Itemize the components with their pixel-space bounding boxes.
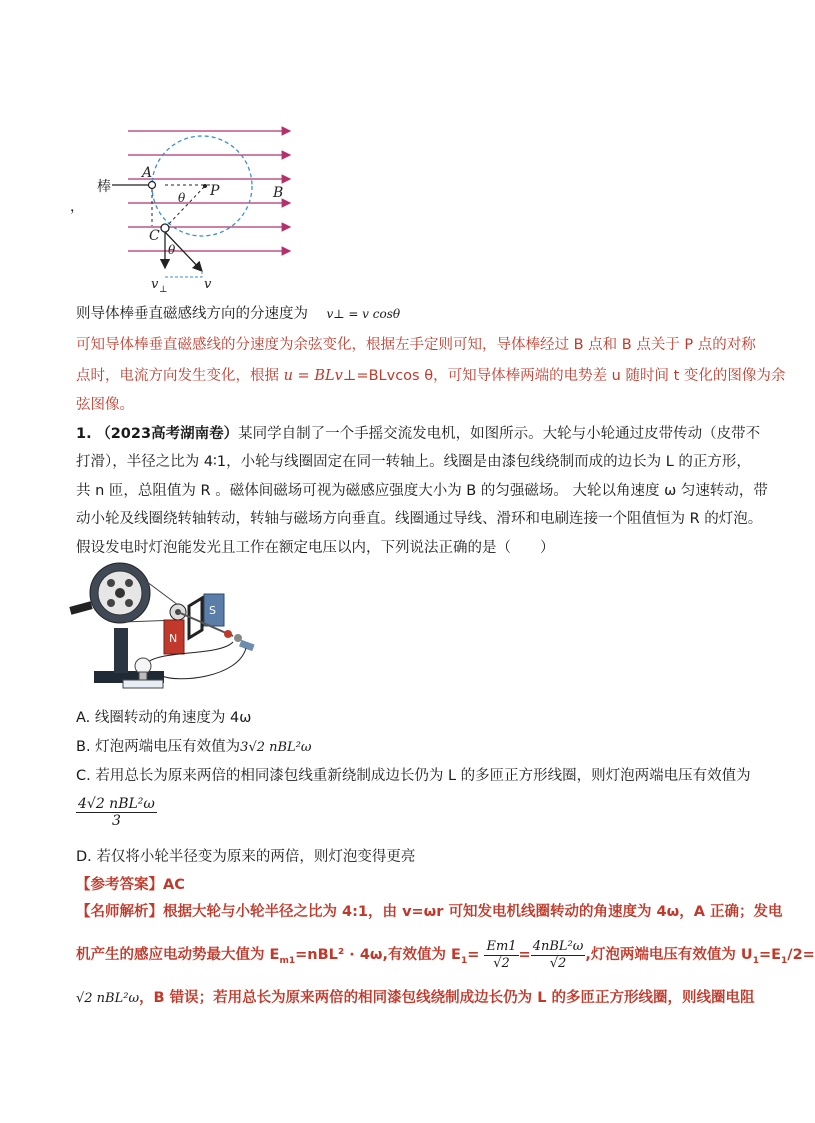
analysis-line2: 机产生的感应电动势最大值为 $E_{m1}=nBL^2 \cdot 4\omega$,有效值为 $E_1=$ $\frac{Em1}{√2}$ = $\frac{\text{4nBL²ω}}{√2}$ ,灯泡两端电压有效值为 $U_1=E_1/2=$ — [76, 938, 815, 971]
label-P: P — [210, 183, 220, 199]
option-B: B. 灯泡两端电压有效值为3√2 nBL²ω — [76, 739, 312, 755]
crank-handle — [69, 601, 92, 614]
para1-line3: 点时，电流方向发生变化，根据 u = BLv⊥=BLvcos θ，可知导体棒两端的电势差 u 随时间 t 变化的图像为余 — [76, 368, 786, 384]
magnet-N — [164, 620, 184, 654]
answer-line: 【参考答案】AC — [76, 877, 185, 893]
para1-line2: 可知导体棒垂直磁感线的分速度为余弦变化，根据左手定则可知，导体棒经过 B 点和 B 点关于 P 点的对称 — [76, 337, 756, 353]
label-theta-1: θ — [178, 191, 186, 205]
analysis-line3: √2 nBL²ω，B 错误；若用总长为原来两倍的相同漆包线绕制成边长仍为 L 的多匝正方形线圈，则线圈电阻 — [76, 990, 755, 1006]
svg-text:N: N — [169, 632, 178, 645]
svg-text:S: S — [209, 604, 216, 617]
label-v: v — [204, 277, 212, 292]
para1-line4: 弦图像。 — [76, 397, 134, 413]
label-v-perp: v — [151, 277, 159, 292]
label-A: A — [142, 165, 153, 181]
label-theta-2: θ — [168, 243, 176, 257]
option-C: C. 若用总长为原来两倍的相同漆包线重新绕制成边长仍为 L 的多匝正方形线圈，则灯泡两端电压有效值为 — [76, 768, 751, 784]
label-C: C — [149, 228, 160, 244]
figure-comma: ， — [70, 199, 84, 215]
generator-diagram — [68, 558, 268, 698]
analysis-line1: 【名师解析】根据大轮与小轮半径之比为 4:1，由 v=ωr 可知发电机线圈转动的角速度为 4ω，A 正确；发电 — [76, 904, 783, 920]
label-B: B — [273, 185, 284, 201]
rod-field-diagram — [60, 118, 310, 298]
question-line5: 假设发电时灯泡能发光且工作在额定电压以内，下列说法正确的是（ ） — [76, 540, 555, 556]
option-C-fraction: $\frac{\text{4√2 nBL²ω}}{3}$ — [78, 796, 155, 829]
question-line1: 1. （2023高考湖南卷）某同学自制了一个手摇交流发电机，如图所示。大轮与小轮通过皮带传动（皮带不 — [76, 426, 761, 442]
label-v-perp-sub: ⊥ — [159, 285, 168, 295]
option-D: D. 若仅将小轮半径变为原来的两倍，则灯泡变得更亮 — [76, 849, 416, 865]
option-A: A. 线圈转动的角速度为 4ω — [76, 710, 252, 726]
label-bang: 棒 — [97, 179, 111, 195]
para1-line1: 则导体棒垂直磁感线方向的分速度为 v⊥ = v cosθ — [76, 306, 401, 322]
bulb-base — [123, 680, 163, 688]
question-line4: 动小轮及线圈绕转轴转动，转轴与磁场方向垂直。线圈通过导线、滑环和电刷连接一个阻值恒为 R 的灯泡。 — [76, 511, 763, 527]
trajectory-circle — [152, 136, 252, 236]
magnet-S — [204, 594, 224, 626]
question-line3: 共 n 匝，总阻值为 R 。磁体间磁场可视为磁感应强度大小为 B 的匀强磁场。 大轮以角速度 ω 匀速转动，带 — [76, 483, 768, 499]
question-line2: 打滑），半径之比为 4∶1，小轮与线圈固定在同一转轴上。线圈是由漆包线绕制而成的边长为 L 的正方形， — [76, 454, 751, 470]
